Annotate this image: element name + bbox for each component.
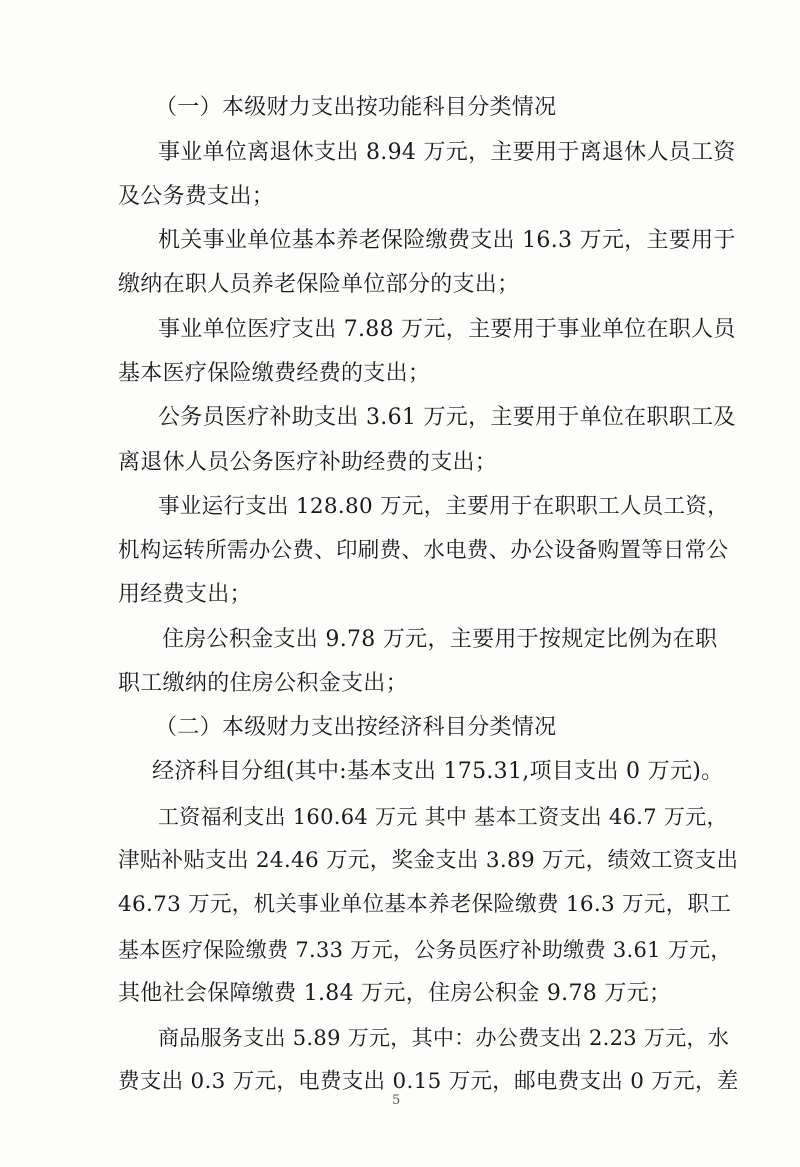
paragraph-line: 事业单位医疗支出 7.88 万元，主要用于事业单位在职人员 [158,317,736,342]
paragraph-line: 住房公积金支出 9.78 万元，主要用于按规定比例为在职 [162,627,718,652]
paragraph-line: 费支出 0.3 万元，电费支出 0.15 万元，邮电费支出 0 万元，差 [118,1069,739,1094]
section-heading-1: （一）本级财力支出按功能科目分类情况 [155,95,557,120]
paragraph-line: 离退休人员公务医疗补助经费的支出； [118,450,498,475]
paragraph-line: 机关事业单位基本养老保险缴费支出 16.3 万元，主要用于 [158,228,736,253]
paragraph-line: 基本医疗保险缴费经费的支出； [118,361,431,386]
paragraph-line: 津贴补贴支出 24.46 万元，奖金支出 3.89 万元，绩效工资支出 [118,848,739,873]
paragraph-line: 缴纳在职人员养老保险单位部分的支出； [118,272,520,297]
paragraph-line: 基本医疗保险缴费 7.33 万元，公务员医疗补助缴费 3.61 万元， [118,938,732,962]
paragraph-line: 经济科目分组(其中:基本支出 175.31,项目支出 0 万元)。 [152,759,724,784]
paragraph-line: 职工缴纳的住房公积金支出； [118,671,408,696]
section-heading-2: （二）本级财力支出按经济科目分类情况 [155,715,557,740]
paragraph-line: 商品服务支出 5.89 万元，其中：办公费支出 2.23 万元，水 [158,1026,730,1050]
page-number: 5 [392,1093,401,1108]
paragraph-line: 46.73 万元，机关事业单位基本养老保险缴费 16.3 万元，职工 [118,892,732,917]
paragraph-line: 公务员医疗补助支出 3.61 万元，主要用于单位在职职工及 [158,405,736,430]
paragraph-line: 用经费支出； [118,582,252,607]
paragraph-line: 其他社会保障缴费 1.84 万元，住房公积金 9.78 万元； [118,981,672,1006]
paragraph-line: 事业单位离退休支出 8.94 万元，主要用于离退休人员工资 [158,140,736,165]
paragraph-line: 机构运转所需办公费、印刷费、水电费、办公设备购置等日常公 [118,538,729,563]
paragraph-line: 及公务费支出； [118,184,275,209]
paragraph-line: 工资福利支出 160.64 万元 其中 基本工资支出 46.7 万元， [158,805,728,829]
paragraph-line: 事业运行支出 128.80 万元，主要用于在职职工人员工资， [158,494,729,519]
